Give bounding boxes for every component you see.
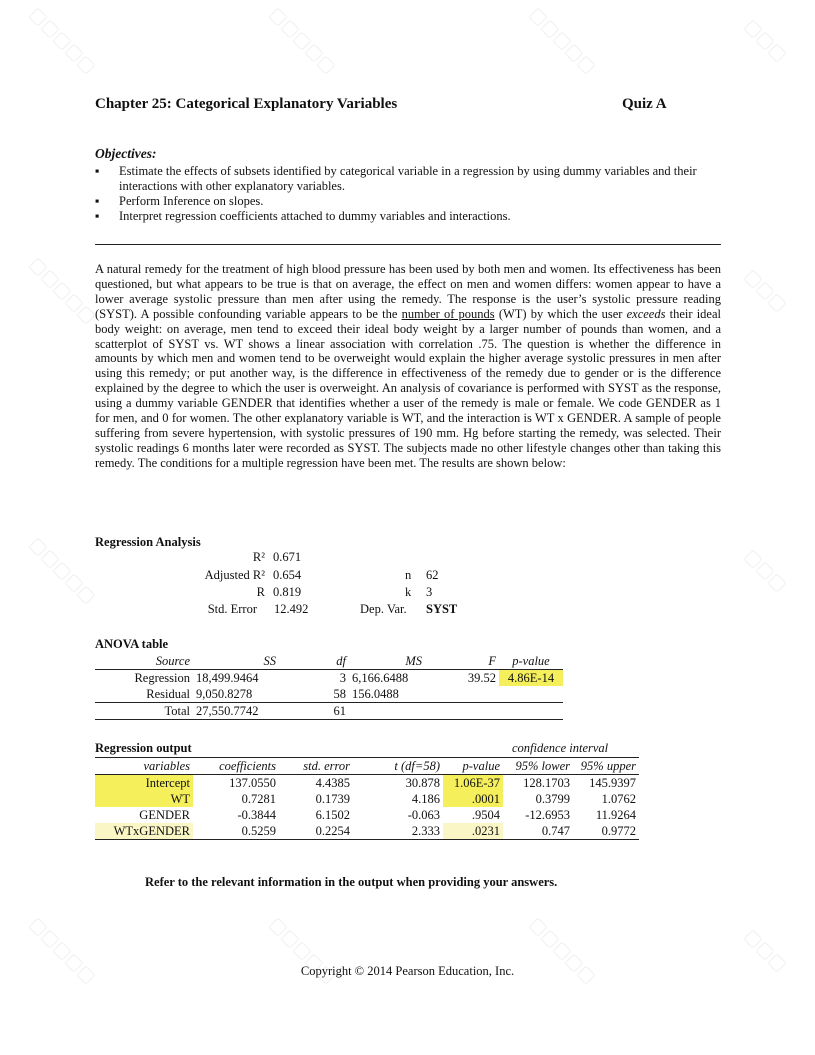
std-error-value: 12.492 xyxy=(274,602,309,616)
confidence-interval-heading: confidence interval xyxy=(512,741,609,755)
std-error-label: Std. Error xyxy=(207,602,257,616)
bullet-icon: ▪ xyxy=(95,209,100,223)
section-divider xyxy=(95,244,721,245)
table-row: Regression 18,499.9464 3 6,166.6488 39.52 4.86E-14 xyxy=(95,670,563,687)
r-value: 0.819 xyxy=(273,585,302,599)
regression-analysis-heading: Regression Analysis xyxy=(95,535,201,549)
regression-output-heading: Regression output xyxy=(95,741,192,755)
n-value: 62 xyxy=(426,568,439,582)
adj-r2-value: 0.654 xyxy=(273,568,302,582)
table-row: GENDER -0.3844 6.1502 -0.063 .9504 -12.6953 11.9264 xyxy=(139,808,636,822)
objectives-heading: Objectives: xyxy=(95,146,157,161)
r2-label: R² xyxy=(252,550,265,564)
objective-item: ▪ Perform Inference on slopes. xyxy=(95,194,264,208)
dep-var-value: SYST xyxy=(426,602,458,616)
quiz-label: Quiz A xyxy=(622,96,667,112)
anova-table xyxy=(95,653,563,720)
table-row: Total 27,550.7742 61 xyxy=(95,703,563,720)
regression-header-row: variables coefficients std. error t (df=58) p-value 95% lower 95% upper xyxy=(95,758,639,775)
problem-paragraph: A natural remedy for the treatment of high blood pressure has been used by both men and women. Its effectiveness has been questioned, but what appears to be true is that on average, the effect on men and women differs: women appear to have a lower average systolic pressure than men after using the remedy. The response is the user’s systolic pressure reading (SYST). A possible confounding variable appears to be the number of pounds (WT) by which the user exceeds their ideal body weight: on average, men tend to exceed their ideal body weight by a larger number of pounds than women, and a scatterplot of SYST vs. WT shows a linear association with correlation .75. The question is whether the difference in amounts by which men and women tend to be overweight would explain the higher average systolic pressures in men after using this remedy; or put another way, is the difference in effectiveness of the remedy due to gender or is the difference explained by the degree to which the user is overweight. An analysis of covariance is performed with SYST as the response, using a dummy variable GENDER that identifies whether a user of the remedy is male or female. We code GENDER as 1 for men, and 0 for women. The other explanatory variable is WT, and the interaction is WT x GENDER. A sample of people suffering from severe hypertension, with systolic pressures of 190 mm. Hg before starting the remedy, was selected. Their systolic readings 6 months later were recorded as SYST. The subjects made no other lifestyle changes other than taking this remedy. The conditions for a multiple regression have been met. The results are shown below: xyxy=(95,262,721,470)
dep-var-label: Dep. Var. xyxy=(360,602,407,616)
r-label: R xyxy=(256,585,265,599)
table-row: Intercept 137.0550 4.4385 30.878 1.06E-37 128.1703 145.9397 xyxy=(95,775,639,792)
regression-output-table xyxy=(95,757,639,840)
k-value: 3 xyxy=(426,585,433,599)
table-row: Residual 9,050.8278 58 156.0488 xyxy=(146,687,399,701)
n-label: n xyxy=(405,568,412,582)
objective-item: ▪ Estimate the effects of subsets identified by categorical variable in a regression by using dummy variables and their interactions with other explanatory variables. xyxy=(95,164,697,193)
bullet-icon: ▪ xyxy=(95,194,100,208)
adj-r2-label: Adjusted R² xyxy=(204,568,265,582)
objectives-list xyxy=(95,164,720,224)
bullet-icon: ▪ xyxy=(95,164,100,178)
objective-item: ▪ Interpret regression coefficients attached to dummy variables and interactions. xyxy=(95,209,511,223)
highlighted-p-value: 4.86E-14 xyxy=(499,670,563,687)
copyright-footer: Copyright © 2014 Pearson Education, Inc. xyxy=(300,964,515,978)
chapter-title: Chapter 25: Categorical Explanatory Variables xyxy=(95,96,398,112)
anova-header-row: Source SS df MS F p-value xyxy=(95,653,563,670)
table-row: WT 0.7281 0.1739 4.186 .0001 0.3799 1.0762 xyxy=(95,791,639,807)
anova-heading: ANOVA table xyxy=(95,637,169,651)
k-label: k xyxy=(405,585,412,599)
instruction-note: Refer to the relevant information in the output when providing your answers. xyxy=(145,875,558,889)
r2-value: 0.671 xyxy=(273,550,302,564)
table-row: WTxGENDER 0.5259 0.2254 2.333 .0231 0.747 0.9772 xyxy=(95,823,639,840)
